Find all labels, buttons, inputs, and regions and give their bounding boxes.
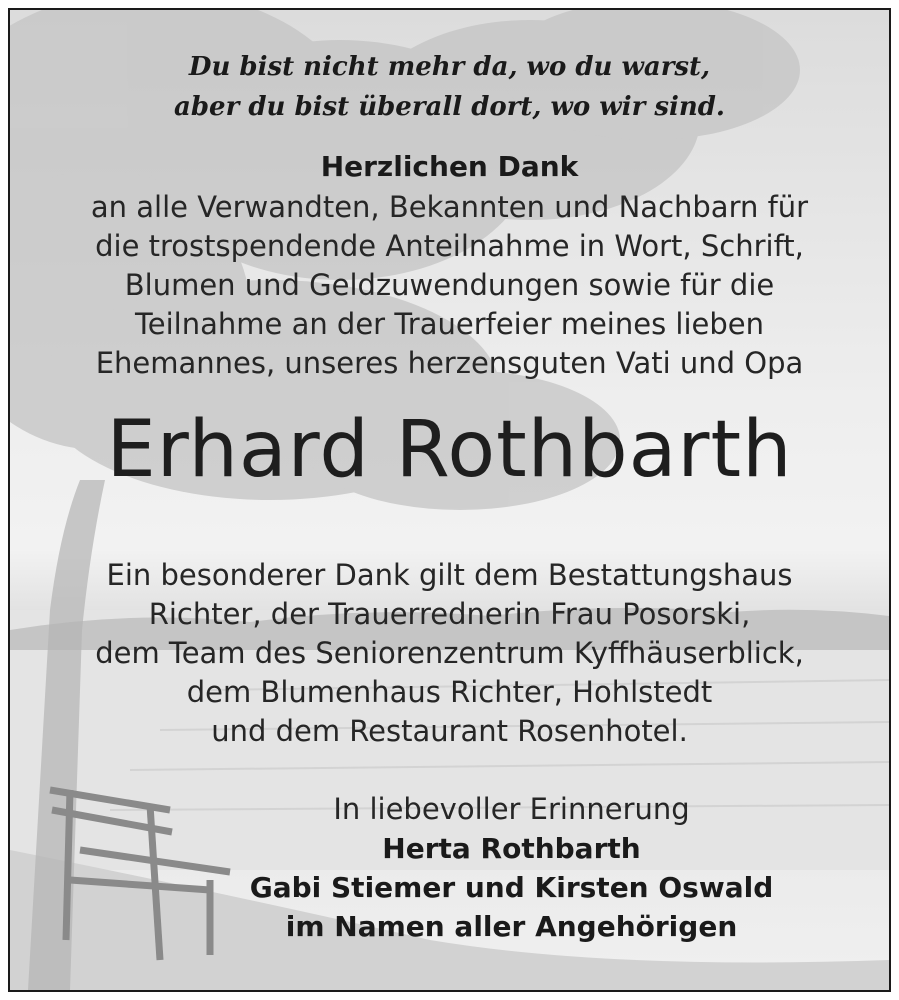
- special-thanks-line: dem Blumenhaus Richter, Hohlstedt: [186, 675, 713, 709]
- thanks-line: an alle Verwandten, Bekannten und Nachbarn für: [90, 190, 809, 224]
- quote-line-2: aber du bist überall dort, wo wir sind.: [174, 92, 725, 122]
- thanks-line: Teilnahme an der Trauerfeier meines lieben: [134, 307, 764, 341]
- special-thanks-line: Richter, der Trauerrednerin Frau Posorski,: [148, 597, 751, 631]
- obituary-card: [8, 8, 891, 992]
- deceased-name: Erhard Rothbarth: [106, 405, 793, 495]
- signature-name: Herta Rothbarth: [382, 832, 641, 865]
- quote-line-1: Du bist nicht mehr da, wo du warst,: [188, 52, 711, 82]
- thanks-heading: Herzlichen Dank: [320, 150, 579, 183]
- signature-name: Gabi Stiemer und Kirsten Oswald: [249, 871, 774, 904]
- special-thanks-line: und dem Restaurant Rosenhotel.: [211, 714, 688, 748]
- thanks-line: Ehemannes, unseres herzensguten Vati und Opa: [95, 346, 804, 380]
- obituary-text: [10, 10, 889, 990]
- special-thanks-line: dem Team des Seniorenzentrum Kyffhäuserblick,: [95, 636, 804, 670]
- thanks-line: die trostspendende Anteilnahme in Wort, Schrift,: [95, 229, 804, 263]
- special-thanks-line: Ein besonderer Dank gilt dem Bestattungshaus: [106, 558, 793, 592]
- signature-intro: In liebevoller Erinnerung: [333, 792, 690, 826]
- signature-name: im Namen aller Angehörigen: [285, 910, 738, 943]
- thanks-line: Blumen und Geldzuwendungen sowie für die: [124, 268, 775, 302]
